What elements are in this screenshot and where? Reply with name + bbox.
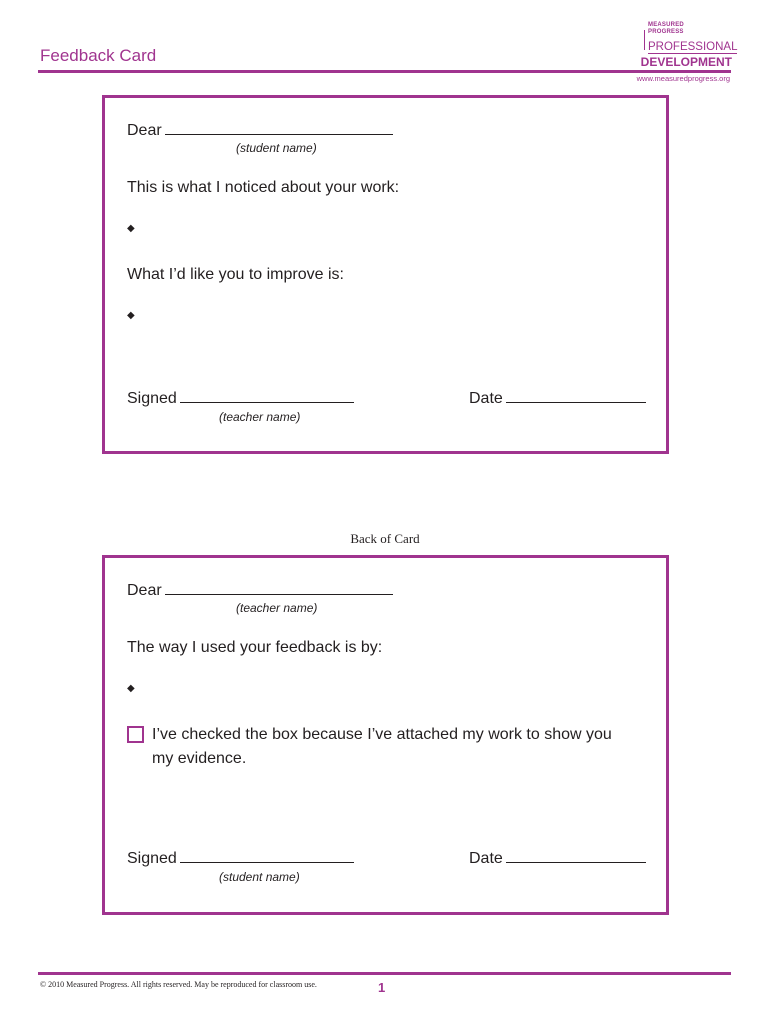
teacher-name-blank[interactable] [165,580,393,595]
logo-development: DEVELOPMENT [640,55,732,69]
noticed-prompt: This is what I noticed about your work: [127,179,400,196]
measured-progress-logo [612,20,738,70]
diamond-bullet-icon: ◆ [127,683,135,694]
copyright-notice: © 2010 Measured Progress. All rights reserved. May be reproduced for classroom use. [40,980,317,989]
evidence-checkbox[interactable] [127,726,144,743]
back-date-blank[interactable] [506,848,646,863]
footer-divider [38,972,731,975]
front-signed-hint: (teacher name) [219,410,301,424]
diamond-bullet-icon: ◆ [127,223,135,234]
student-name-blank[interactable] [165,120,393,135]
back-date-line: Date [469,848,646,868]
front-date-blank[interactable] [506,388,646,403]
site-url[interactable]: www.measuredprogress.org [636,74,730,83]
logo-professional: PROFESSIONAL [648,41,738,53]
used-feedback-prompt: The way I used your feedback is by: [127,639,383,656]
back-signed-line: Signed [127,848,354,868]
front-date-line: Date [469,388,646,408]
improve-prompt: What I’d like you to improve is: [127,266,344,283]
logo-small-text: MEASURED PROGRESS [648,22,684,35]
student-signature-blank[interactable] [180,848,354,863]
diamond-bullet-icon: ◆ [127,310,135,321]
checkbox-label-line2: my evidence. [152,750,247,767]
teacher-signature-blank[interactable] [180,388,354,403]
page-title: Feedback Card [40,46,157,65]
logo-bracket [644,30,645,50]
back-of-card-label: Back of Card [350,531,420,546]
front-signed-line: Signed [127,388,354,408]
checkbox-label-line1: I’ve checked the box because I’ve attached my work to show you [152,726,612,743]
back-dear-line: Dear [127,580,393,600]
front-dear-hint: (student name) [236,141,317,155]
back-dear-hint: (teacher name) [236,601,318,615]
back-signed-hint: (student name) [219,870,300,884]
header-divider [38,70,731,73]
front-dear-line: Dear [127,120,393,140]
page-number: 1 [378,980,386,995]
